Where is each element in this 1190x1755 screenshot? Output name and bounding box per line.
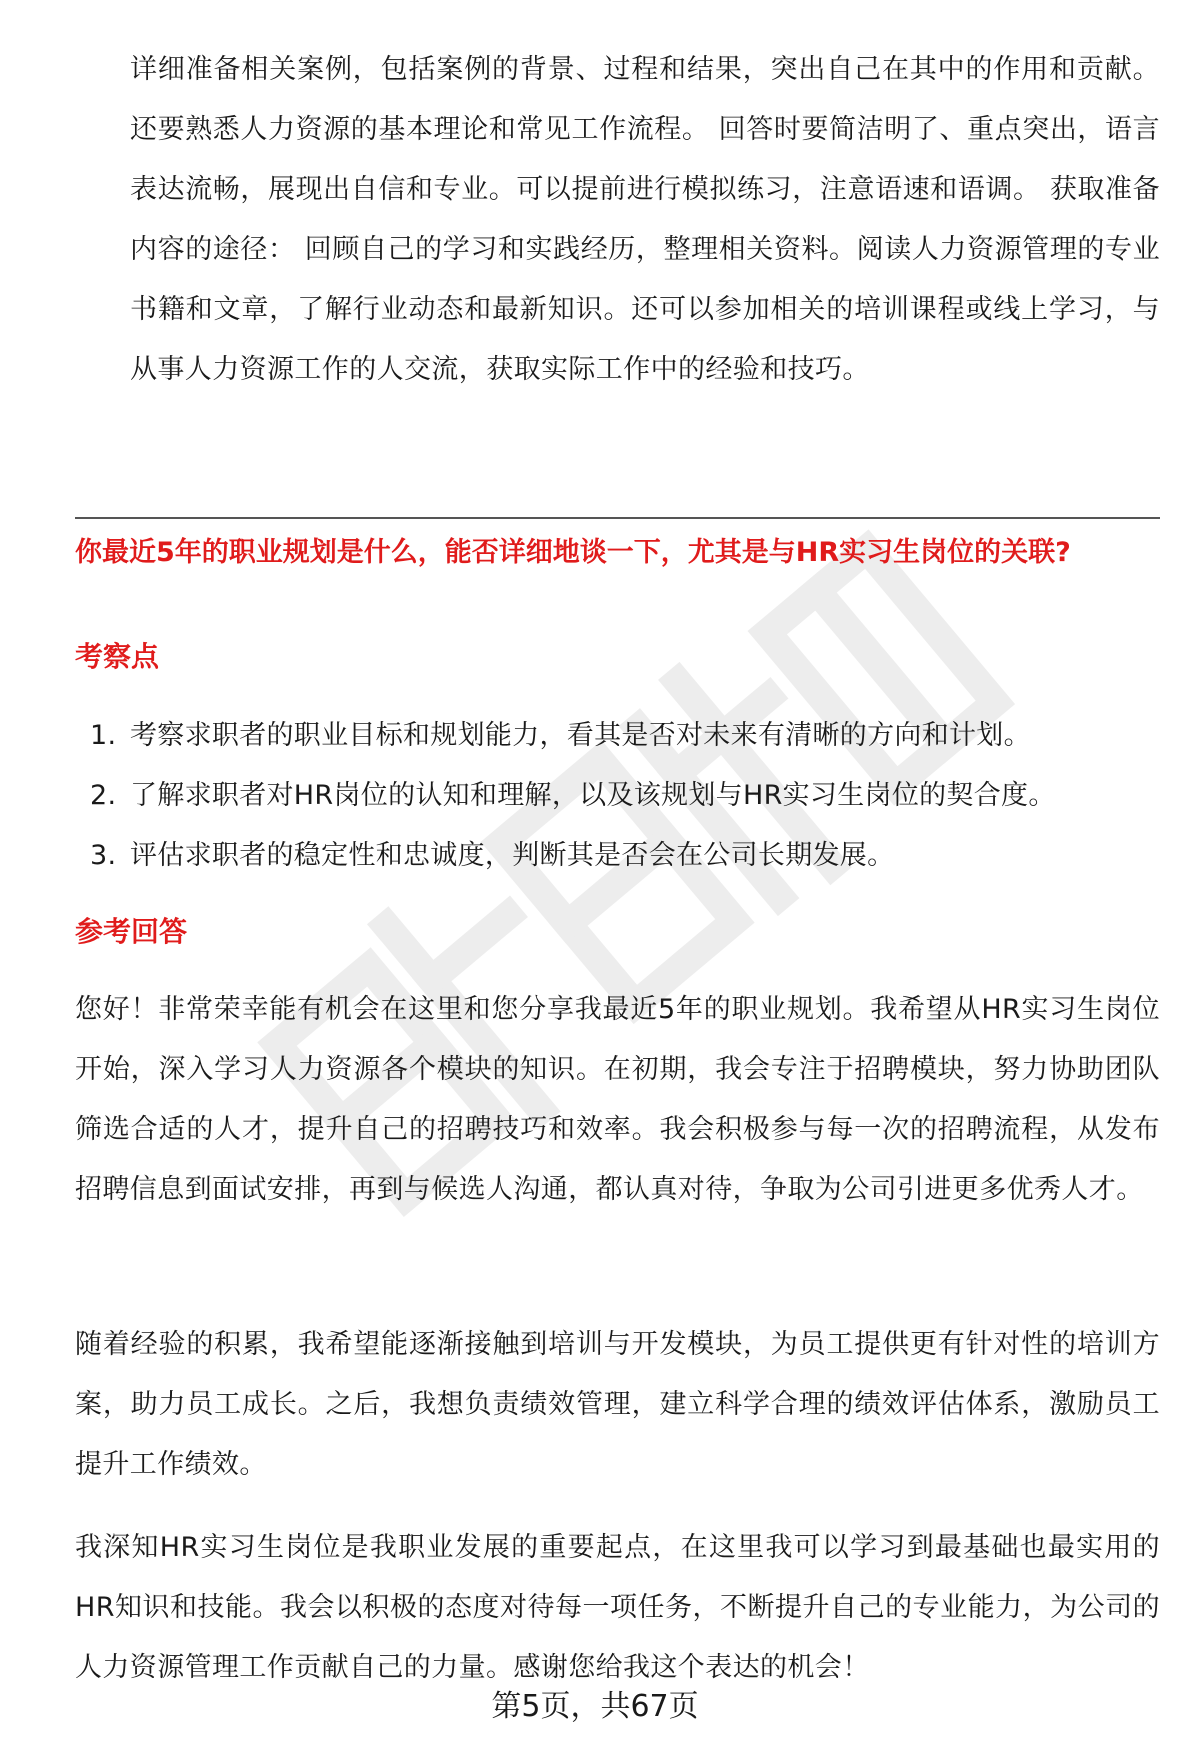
list-item-number: 1.: [90, 720, 117, 751]
answer-paragraph: 我深知HR实习生岗位是我职业发展的重要起点，在这里我可以学习到最基础也最实用的HR知识和技能。我会以积极的态度对待每一项任务，不断提升自己的专业能力，为公司的人力资源管理工作贡献自己的力量。感谢您给我这个表达的机会！: [75, 1532, 1160, 1683]
list-item-number: 2.: [90, 780, 117, 811]
list-item-text: 了解求职者对HR岗位的认知和理解，以及该规划与HR实习生岗位的契合度。: [130, 780, 1056, 811]
assessment-heading: 考察点: [75, 640, 160, 673]
list-item: [90, 766, 1160, 826]
question-title: 你最近5年的职业规划是什么，能否详细地谈一下，尤其是与HR实习生岗位的关联?: [75, 537, 1071, 568]
answer-heading: 参考回答: [75, 915, 188, 948]
answer-paragraph: 随着经验的积累，我希望能逐渐接触到培训与开发模块，为员工提供更有针对性的培训方案，助力员工成长。之后，我想负责绩效管理，建立科学合理的绩效评估体系，激励员工提升工作绩效。: [75, 1329, 1160, 1480]
page-number: 第5页，共67页: [491, 1689, 699, 1724]
list-item-number: 3.: [90, 840, 117, 871]
list-item: [90, 826, 1160, 886]
list-item-text: 评估求职者的稳定性和忠诚度，判断其是否会在公司长期发展。: [130, 840, 895, 871]
answer-paragraph: 您好！非常荣幸能有机会在这里和您分享我最近5年的职业规划。我希望从HR实习生岗位开始，深入学习人力资源各个模块的知识。在初期，我会专注于招聘模块，努力协助团队筛选合适的人才，提升自己的招聘技巧和效率。我会积极参与每一次的招聘流程，从发布招聘信息到面试安排，再到与候选人沟通，都认真对待，争取为公司引进更多优秀人才。: [75, 994, 1160, 1205]
intro-paragraph: 详细准备相关案例，包括案例的背景、过程和结果，突出自己在其中的作用和贡献。还要熟悉人力资源的基本理论和常见工作流程。 回答时要简洁明了、重点突出，语言表达流畅，展现出自信和专业。可以提前进行模拟练习，注意语速和语调。 获取准备内容的途径： 回顾自己的学习和实践经历，整理相关资料。阅读人力资源管理的专业书籍和文章，了解行业动态和最新知识。还可以参加相关的培训课程或线上学习，与从事人力资源工作的人交流，获取实际工作中的经验和技巧。: [130, 54, 1160, 385]
section-divider: [75, 517, 1160, 519]
list-item: [90, 706, 1160, 766]
assessment-list: [90, 706, 1160, 886]
list-item-text: 考察求职者的职业目标和规划能力，看其是否对未来有清晰的方向和计划。: [130, 720, 1031, 751]
